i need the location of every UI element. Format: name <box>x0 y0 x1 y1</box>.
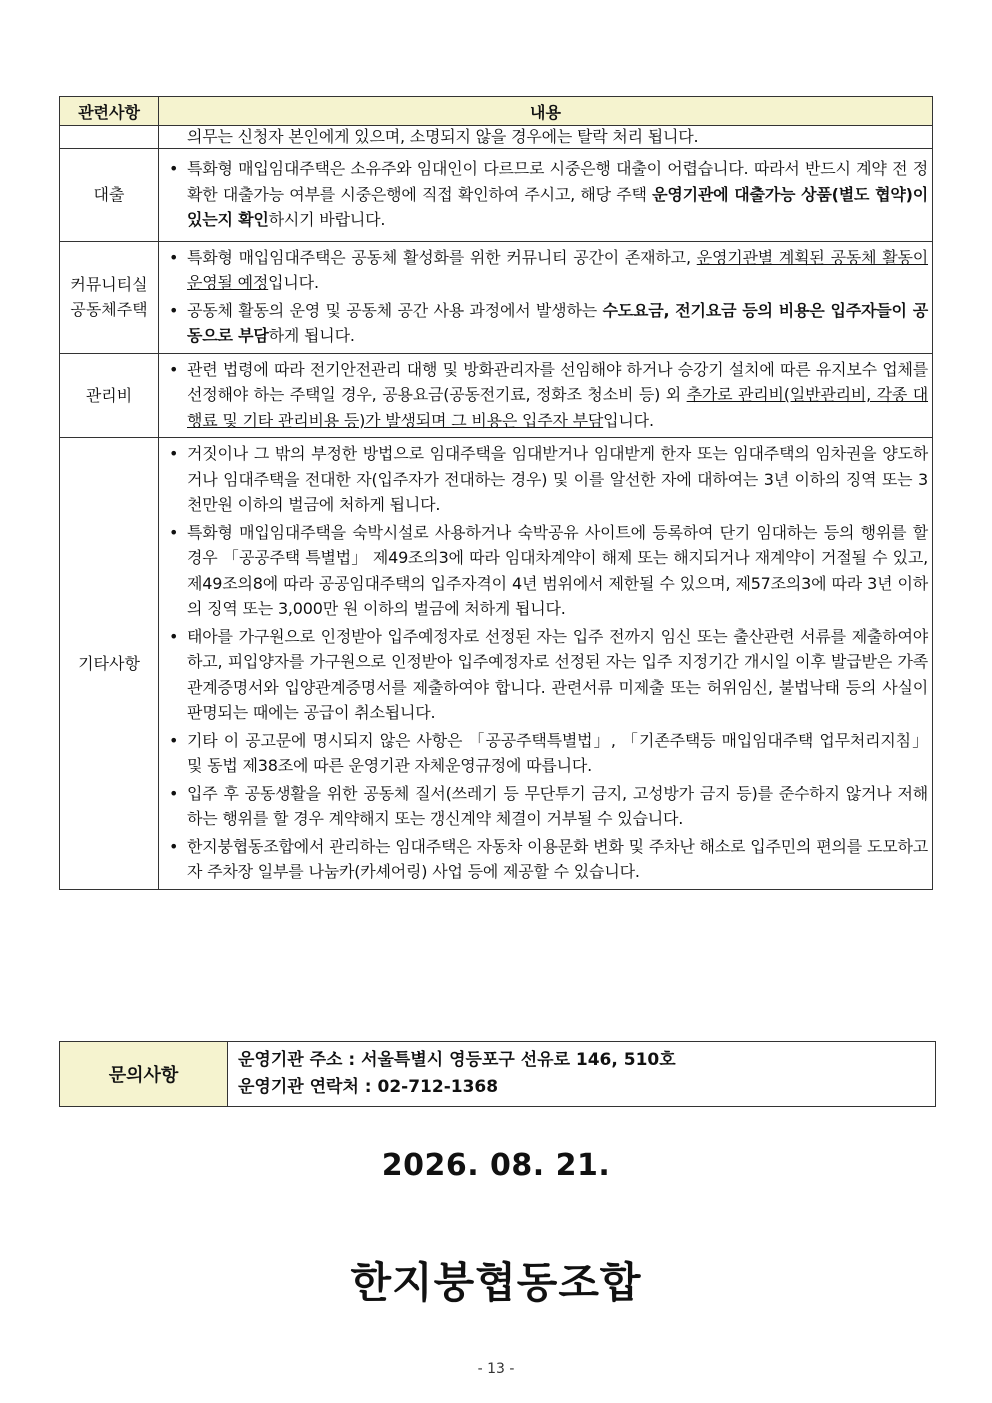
list-item <box>169 298 928 349</box>
item-bold-text: 수도요금, 전기요금 등의 비용은 입주자들이 공동으로 부담 <box>187 300 928 345</box>
table-header-row <box>60 97 933 126</box>
page-number: - 13 - <box>477 1361 515 1377</box>
item-bold-text: 운영기관에 대출가능 상품(별도 협약)이 있는지 확인 <box>187 184 928 229</box>
list-item <box>169 728 928 779</box>
bullet-icon: • <box>169 159 179 178</box>
bullet-icon: • <box>169 626 179 646</box>
header-content: 내용 <box>159 97 933 126</box>
header-category: 관련사항 <box>60 97 159 126</box>
organization-name: 한지붕협동조합 <box>350 1258 642 1307</box>
row-label-maintenance: 관리비 <box>60 353 159 438</box>
bullet-icon: • <box>169 836 179 856</box>
list-item <box>169 520 928 622</box>
item-text: 특화형 매입임대주택을 숙박시설로 사용하거나 숙박공유 사이트에 등록하여 단기 임대하는 등의 행위를 할 경우 「공공주택 특별법」 제49조의3에 따라 임대차계약이 해제 또는 해지되거나 재계약이 거절될 수 있고, 제49조의8에 따라 공공임대주택의 입주자격이 4년 범위에서 제한될 수 있으며, 제57조의3에 따라 3년 이하의 징역 또는 3,000만 원 이하의 벌금에 처하게 됩니다. <box>187 522 928 618</box>
bullet-icon: • <box>169 247 179 267</box>
row-label-line: 커뮤니티실 <box>70 275 148 294</box>
bullet-icon: • <box>169 444 179 463</box>
bullet-icon: • <box>169 300 179 320</box>
bullet-icon: • <box>169 359 179 379</box>
table-row-community <box>60 241 933 353</box>
item-text: 특화형 매입임대주택은 소유주와 임대인이 다르므로 시중은행 대출이 어렵습니다. 따라서 반드시 계약 전 정확한 대출가능 여부를 시중은행에 직접 확인하여 주시고, 해당 주택 <box>187 159 928 204</box>
table-row-maintenance <box>60 353 933 438</box>
bullet-icon: • <box>169 522 179 542</box>
item-text: 기타 이 공고문에 명시되지 않은 사항은 「공공주택특별법」, 「기존주택등 매입임대주택 업무처리지침」 및 동법 제38조에 따른 운영기관 자체운영규정에 따릅니다. <box>187 730 928 775</box>
item-text: 한지붕협동조합에서 관리하는 임대주택은 자동차 이용문화 변화 및 주차난 해소로 입주민의 편의를 도모하고자 주차장 일부를 나눔카(카셰어링) 사업 등에 제공할 수 있습니다. <box>187 836 928 881</box>
item-text: 특화형 매입임대주택은 공동체 활성화를 위한 커뮤니티 공간이 존재하고, <box>187 247 697 267</box>
item-text: 태아를 가구원으로 인정받아 입주예정자로 선정된 자는 입주 전까지 임신 또는 출산관련 서류를 제출하여야 하고, 피입양자를 가구원으로 인정받아 입주예정자로 선정된 자는 입주 지정기간 개시일 이후 발급받은 가족관계증명서와 입양관계증명서를 제출하여야 합니다. 관련서류 미제출 또는 허위임신, 불법낙태 등의 사실이 판명되는 때에는 공급이 취소됩니다. <box>187 626 928 722</box>
list-item <box>169 156 928 233</box>
table-row-loan <box>60 149 933 242</box>
list-item <box>169 834 928 885</box>
list-item <box>169 624 928 726</box>
contact-address: 운영기관 주소 : 서울특별시 영등포구 선유로 146, 510호 <box>238 1050 676 1070</box>
contact-label: 문의사항 <box>60 1042 228 1107</box>
contact-phone: 운영기관 연락처 : 02-712-1368 <box>238 1077 499 1097</box>
list-item <box>169 781 928 832</box>
item-text: 거짓이나 그 밖의 부정한 방법으로 임대주택을 임대받거나 임대받게 한자 또는 임대주택의 임차권을 양도하거나 임대주택을 전대한 자(입주자가 전대하는 경우) 및 이를 알선한 자에 대하여는 3년 이하의 징역 또는 3천만원 이하의 벌금에 처하게 됩니다. <box>187 444 928 514</box>
row-label-other: 기타사항 <box>60 438 159 890</box>
item-underlined-text: 추가로 관리비(일반관리비, 각종 대행료 및 기타 관리비용 등)가 발생되며 그 비용은 입주자 부담 <box>187 385 929 430</box>
info-table <box>59 96 933 890</box>
bullet-icon: • <box>169 730 179 750</box>
item-text: 관련 법령에 따라 전기안전관리 대행 및 방화관리자를 선임해야 하거나 승강기 설치에 따른 유지보수 업체를 선정해야 하는 주택일 경우, 공용요금(공동전기료, 정화조 청소비 등) 외 <box>187 359 928 404</box>
item-underlined-text: 운영기관별 계획된 공동체 활동이 운영될 예정 <box>187 247 929 292</box>
row-label-line: 공동체주택 <box>70 300 148 319</box>
contact-table <box>59 1041 936 1107</box>
contact-info <box>228 1042 936 1107</box>
label-cell-empty <box>60 126 159 149</box>
item-text-tail: 입니다. <box>603 410 654 430</box>
table-row-continued <box>60 126 933 149</box>
item-text-tail: 입니다. <box>268 273 319 292</box>
row-label-community <box>60 241 159 353</box>
item-text-tail: 하시기 바랍니다. <box>268 210 386 229</box>
item-text: 공동체 활동의 운영 및 공동체 공간 사용 과정에서 발생하는 <box>187 300 603 320</box>
table-row-other <box>60 438 933 890</box>
list-item <box>169 357 928 434</box>
row-label-loan: 대출 <box>60 149 159 242</box>
bullet-icon: • <box>169 783 179 803</box>
continued-text: 의무는 신청자 본인에게 있으며, 소명되지 않을 경우에는 탈락 처리 됩니다. <box>187 127 699 146</box>
item-text: 입주 후 공동생활을 위한 공동체 질서(쓰레기 등 무단투기 금지, 고성방가 금지 등)를 준수하지 않거나 저해하는 행위를 할 경우 계약해지 또는 갱신계약 체결이 거부될 수 있습니다. <box>187 783 928 828</box>
list-item <box>169 245 928 296</box>
item-text-tail: 하게 됩니다. <box>268 326 355 345</box>
document-date: 2026. 08. 21. <box>381 1148 611 1183</box>
list-item <box>169 441 928 518</box>
